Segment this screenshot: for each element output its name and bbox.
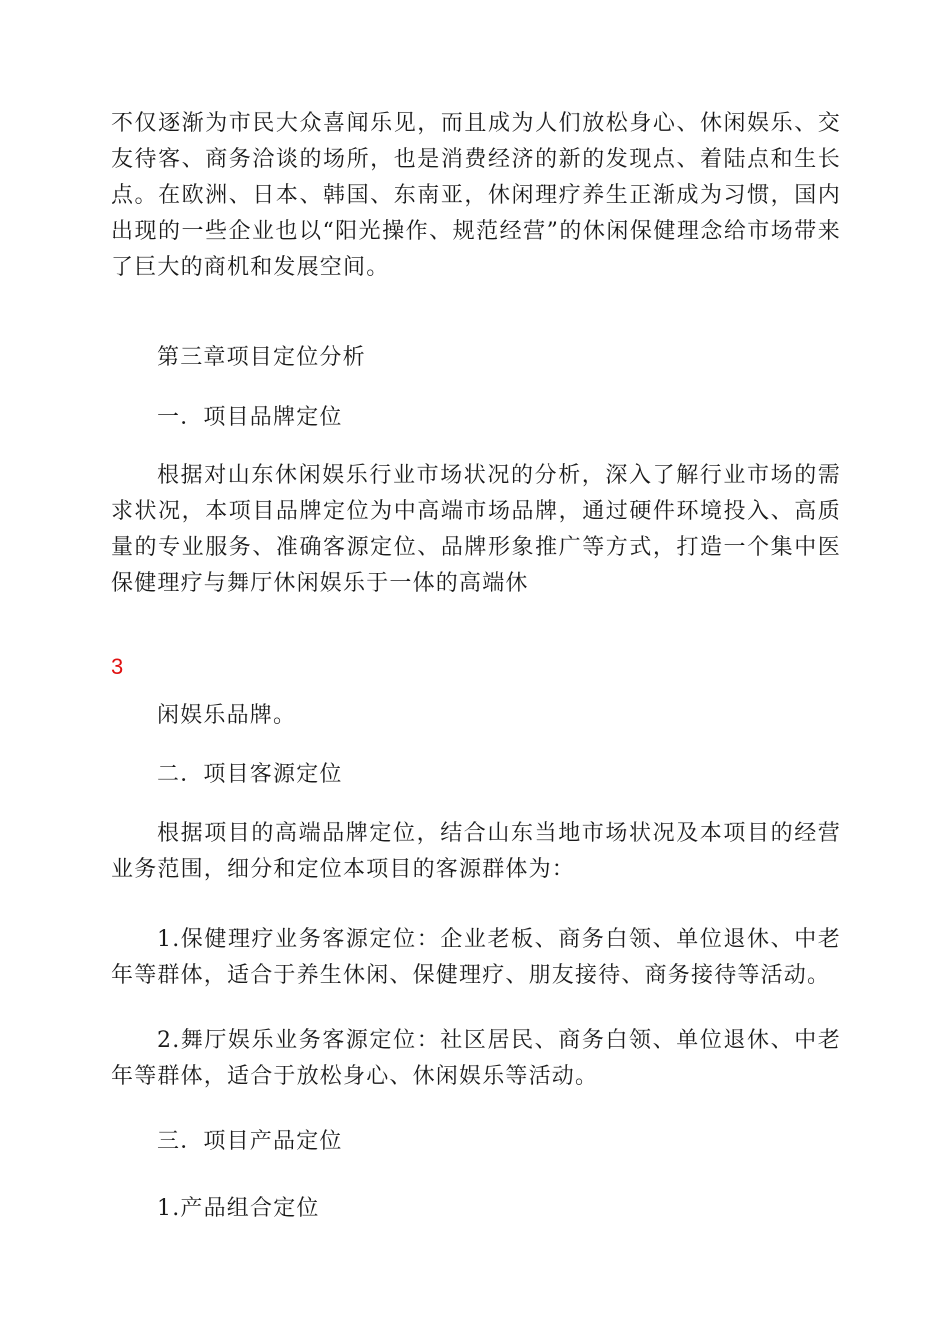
section-body-brand-continued: 闲娱乐品牌。 [157, 703, 297, 728]
section-heading-products: 三．项目产品定位 [157, 1129, 343, 1154]
section-heading-brand: 一．项目品牌定位 [157, 405, 343, 430]
list-item-healthcare-customers: 1.保健理疗业务客源定位：企业老板、商务白领、单位退休、中老年等群体，适合于养生休闲、保健理疗、朋友接待、商务接待等活动。 [111, 927, 841, 988]
list-item-dance-customers: 2.舞厅娱乐业务客源定位：社区居民、商务白领、单位退休、中老年等群体，适合于放松身心、休闲娱乐等活动。 [111, 1028, 841, 1089]
section-heading-customers: 二．项目客源定位 [157, 762, 343, 787]
page-number: 3 [111, 654, 124, 679]
section-body-brand: 根据对山东休闲娱乐行业市场状况的分析，深入了解行业市场的需求状况，本项目品牌定位为中高端市场品牌，通过硬件环境投入、高质量的专业服务、准确客源定位、品牌形象推广等方式，打造一个集中医保健理疗与舞厅休闲娱乐于一体的高端休 [111, 463, 841, 596]
section-body-customers: 根据项目的高端品牌定位，结合山东当地市场状况及本项目的经营业务范围，细分和定位本项目的客源群体为： [111, 821, 841, 882]
list-item-product-mix: 1.产品组合定位 [157, 1196, 320, 1221]
chapter-title: 第三章项目定位分析 [157, 345, 366, 370]
intro-paragraph: 不仅逐渐为市民大众喜闻乐见，而且成为人们放松身心、休闲娱乐、交友待客、商务洽谈的场所，也是消费经济的新的发现点、着陆点和生长点。在欧洲、日本、韩国、东南亚，休闲理疗养生正渐成为习惯，国内出现的一些企业也以“阳光操作、规范经营”的休闲保健理念给市场带来了巨大的商机和发展空间。 [111, 111, 841, 280]
